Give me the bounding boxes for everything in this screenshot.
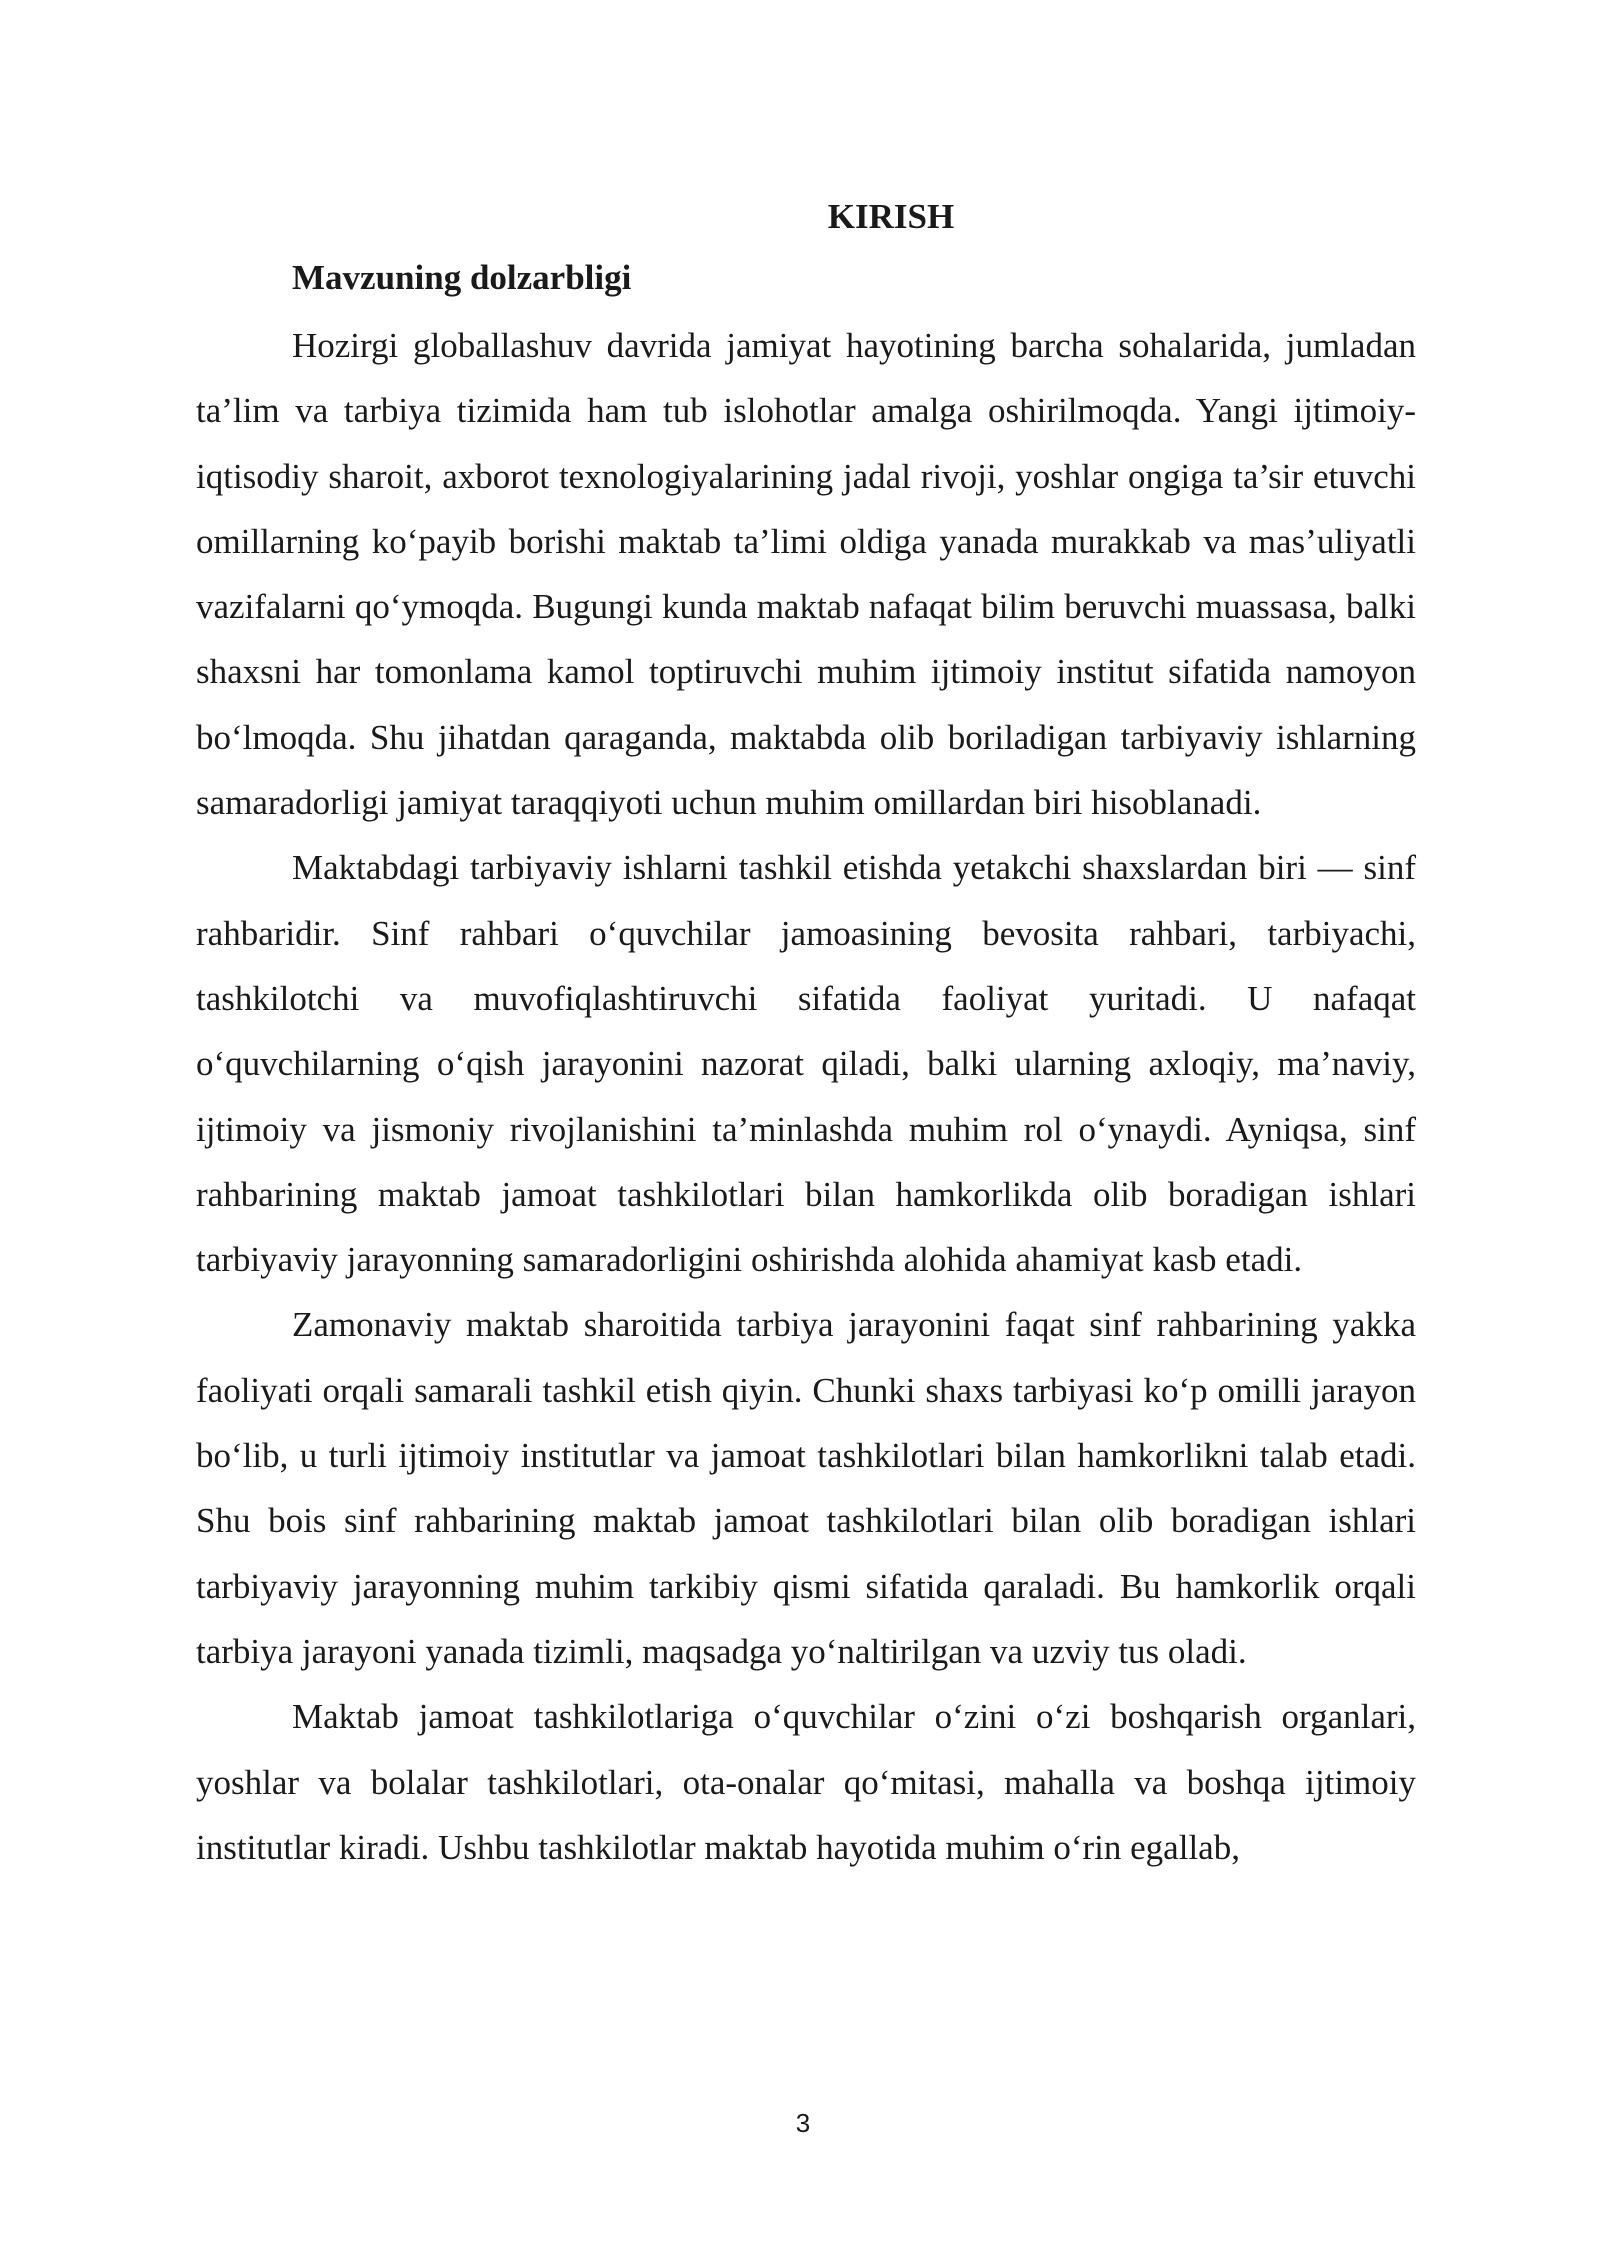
section-title: Mavzuning dolzarbligi: [292, 258, 632, 297]
body-paragraph: Maktabdagi tarbiyaviy ishlarni tashkil etishda yetakchi shaxslardan biri — sinf rahbaridir. Sinf rahbari o‘quvchilar jamoasining bevosita rahbari, tarbiyachi, tashkilotchi va muvofiqlashtiruvchi sifatida faoliyat yuritadi. U nafaqat o‘quvchilarning o‘qish jarayonini nazorat qiladi, balki ularning axloqiy, ma’naviy, ijtimoiy va jismoniy rivojlanishini ta’minlashda muhim rol o‘ynaydi. Ayniqsa, sinf rahbarining maktab jamoat tashkilotlari bilan hamkorlikda olib boradigan ishlari tarbiyaviy jarayonning samaradorligini oshirishda alohida ahamiyat kasb etadi.: [196, 848, 1416, 1280]
page-number: 3: [795, 2108, 811, 2138]
body-paragraph: Hozirgi globallashuv davrida jamiyat hayotining barcha sohalarida, jumladan ta’lim va tarbiya tizimida ham tub islohotlar amalga oshirilmoqda. Yangi ijtimoiy-iqtisodiy sharoit, axborot texnologiyalarining jadal rivoji, yoshlar ongiga ta’sir etuvchi omillarning ko‘payib borishi maktab ta’limi oldiga yanada murakkab va mas’uliyatli vazifalarni qo‘ymoqda. Bugungi kunda maktab nafaqat bilim beruvchi muassasa, balki shaxsni har tomonlama kamol toptiruvchi muhim ijtimoiy institut sifatida namoyon bo‘lmoqda. Shu jihatdan qaraganda, maktabda olib boriladigan tarbiyaviy ishlarning samaradorligi jamiyat taraqqiyoti uchun muhim omillardan biri hisoblanadi.: [196, 326, 1416, 823]
chapter-title: KIRISH: [827, 197, 955, 236]
body-paragraph: Maktab jamoat tashkilotlariga o‘quvchilar o‘zini o‘zi boshqarish organlari, yoshlar va bolalar tashkilotlari, ota-onalar qo‘mitasi, mahalla va boshqa ijtimoiy institutlar kiradi. Ushbu tashkilotlar maktab hayotida muhim o‘rin egallab,: [196, 1697, 1416, 1867]
page-content: [196, 191, 1416, 1880]
body-paragraph: Zamonaviy maktab sharoitida tarbiya jarayonini faqat sinf rahbarining yakka faoliyati orqali samarali tashkil etish qiyin. Chunki shaxs tarbiyasi ko‘p omilli jarayon bo‘lib, u turli ijtimoiy institutlar va jamoat tashkilotlari bilan hamkorlikni talab etadi. Shu bois sinf rahbarining maktab jamoat tashkilotlari bilan olib boradigan ishlari tarbiyaviy jarayonning muhim tarkibiy qismi sifatida qaraladi. Bu hamkorlik orqali tarbiya jarayoni yanada tizimli, maqsadga yo‘naltirilgan va uzviy tus oladi.: [196, 1305, 1416, 1671]
